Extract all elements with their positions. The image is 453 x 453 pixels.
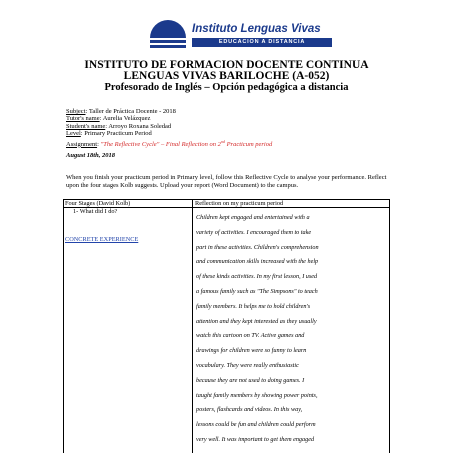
institute-subtitle: LENGUAS VIVAS BARILOCHE (A-052) xyxy=(123,70,330,82)
stage-concrete-experience-link[interactable]: CONCRETE EXPERIENCE xyxy=(65,236,139,243)
reflection-line: because they are not used to doing games. I xyxy=(196,376,305,384)
logo-emblem-icon xyxy=(148,18,188,54)
subject-row xyxy=(66,108,272,115)
document-date: August 18th, 2018 xyxy=(66,152,115,159)
assignment-row xyxy=(66,138,272,149)
reflection-line: very well. It was important to get them engaged xyxy=(196,435,315,443)
reflection-text xyxy=(196,211,386,448)
program-title: Profesorado de Inglés – Opción pedagógica a distancia xyxy=(104,82,349,93)
reflection-line: taught family members by showing power points, xyxy=(196,391,318,399)
reflection-line: drawings for children were so funny to learn xyxy=(196,347,307,355)
reflection-line: watch this cartoon on TV. Active games and xyxy=(196,332,305,340)
level-row xyxy=(66,130,272,137)
reflection-line: family members. It helps me to hold children's xyxy=(196,302,311,310)
tutor-row xyxy=(66,115,272,122)
student-row xyxy=(66,123,272,130)
logo-tagline: EDUCACION A DISTANCIA xyxy=(192,38,332,47)
student-value: : Arroyo Roxana Soledad xyxy=(105,122,172,130)
tutor-value: : Aurelia Velázquez xyxy=(99,115,151,123)
reflection-table xyxy=(63,199,389,453)
reflection-line: and communication skills increased with the help xyxy=(196,258,319,266)
reflection-line: Children kept engaged and entertained with a xyxy=(196,214,310,221)
table-right-border xyxy=(389,199,390,453)
assignment-label: Assignment xyxy=(66,140,98,148)
assignment-superscript: nd xyxy=(220,138,225,144)
reflection-line: lessons could be fun and children could perform xyxy=(196,421,316,429)
assignment-value: "The Reflective Cycle" – Final Reflection on 2 xyxy=(100,140,221,148)
subject-label: Subject xyxy=(66,108,86,115)
reflection-line: of these kinds activities. In my first lesson, I used xyxy=(196,273,318,281)
student-label: Student's name xyxy=(66,122,106,130)
table-left-border xyxy=(63,199,64,453)
table-header-stages: Four Stages (David Kolb) xyxy=(65,199,131,207)
table-column-divider xyxy=(192,199,193,453)
reflection-line: attention and they kept interested as they usually xyxy=(196,317,317,325)
assignment-tail: Practicum period xyxy=(224,140,273,148)
institute-title: INSTITUTO DE FORMACION DOCENTE CONTINUA xyxy=(84,59,369,71)
assignment-separator: : xyxy=(97,140,101,148)
assignment-info xyxy=(66,108,272,148)
table-header-reflection: Reflection on my practicum period xyxy=(195,199,284,207)
level-value: : Primary Practicum Period xyxy=(80,130,152,138)
reflection-line: part in these activities. Children's comprehension xyxy=(196,243,319,251)
reflection-line: variety of activities. I encouraged them to take xyxy=(196,228,312,236)
logo-name: Instituto Lenguas Vivas xyxy=(192,23,321,35)
instructions-paragraph: When you finish your practicum period in Primary level, follow this Reflective Cycle to analyse your performance. Reflect upon the four stages Kolb suggests. Upload your report (Word Document) to the campus. xyxy=(66,174,387,189)
reflection-line: a famous family such as "The Simpsons" to teach xyxy=(196,287,318,295)
reflection-line: posters, flashcards and videos. In this way, xyxy=(196,406,303,414)
tutor-label: Tutor's name xyxy=(66,115,100,123)
reflection-line: vocabulary. They were really enthusiastic xyxy=(196,361,299,369)
level-label: Level xyxy=(66,130,81,138)
subject-value: : Taller de Práctica Docente - 2018 xyxy=(85,108,176,115)
stage-question: 1- What did I do? xyxy=(73,208,118,215)
